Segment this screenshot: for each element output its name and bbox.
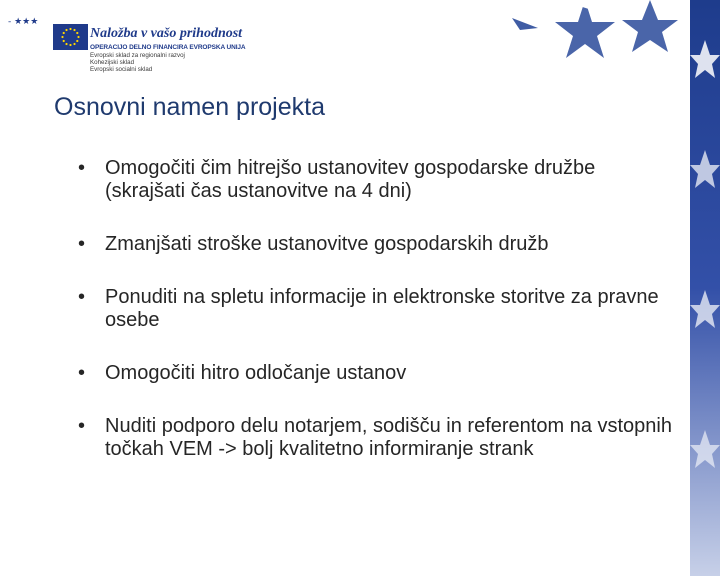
right-decorative-band <box>690 0 720 576</box>
eu-flag-icon <box>53 24 88 50</box>
star-icon <box>560 0 600 10</box>
bullet-text: Nuditi podporo delu notarjem, sodišču in referentom na vstopnih točkah VEM -> bolj kvalitetno informiranje strank <box>105 415 672 460</box>
eu-funding-logo <box>8 8 248 78</box>
bullet-text: Omogočiti hitro odločanje ustanov <box>105 362 407 384</box>
bullet-list <box>78 157 678 491</box>
logo-fund-line: Evropski sklad za regionalni razvoj <box>90 52 185 59</box>
bullet-text: Zmanjšati stroške ustanovitve gospodarskih družb <box>105 233 549 255</box>
bullet-icon: • <box>78 415 86 437</box>
logo-subtitle: OPERACIJO DELNO FINANCIRA EVROPSKA UNIJA <box>90 44 246 51</box>
bullet-icon: • <box>78 286 86 308</box>
small-stars-icon <box>8 14 54 26</box>
bullet-icon: • <box>78 362 86 384</box>
bullet-icon: • <box>78 157 86 179</box>
bullet-item <box>78 415 678 461</box>
slide-title: Osnovni namen projekta <box>54 93 325 121</box>
logo-fund-line: Kohezijski sklad <box>90 59 135 66</box>
bullet-item <box>78 362 678 385</box>
star-icon <box>622 0 678 52</box>
star-icon <box>555 0 615 58</box>
bullet-item <box>78 233 678 256</box>
logo-fund-list <box>90 52 185 73</box>
logo-title: Naložba v vašo prihodnost <box>90 26 243 41</box>
logo-fund-line: Evropski socialni sklad <box>90 66 153 73</box>
bullet-text: Omogočiti čim hitrejšo ustanovitev gospodarske družbe (skrajšati čas ustanovitve na 4 dni) <box>105 157 596 202</box>
bullet-item <box>78 286 678 332</box>
decorative-stars-banner <box>500 0 720 60</box>
bullet-text: Ponuditi na spletu informacije in elektronske storitve za pravne osebe <box>105 286 659 331</box>
star-icon <box>512 18 538 30</box>
svg-text:- ★★★: - ★★★ <box>8 17 39 26</box>
bullet-icon: • <box>78 233 86 255</box>
bullet-item <box>78 157 678 203</box>
